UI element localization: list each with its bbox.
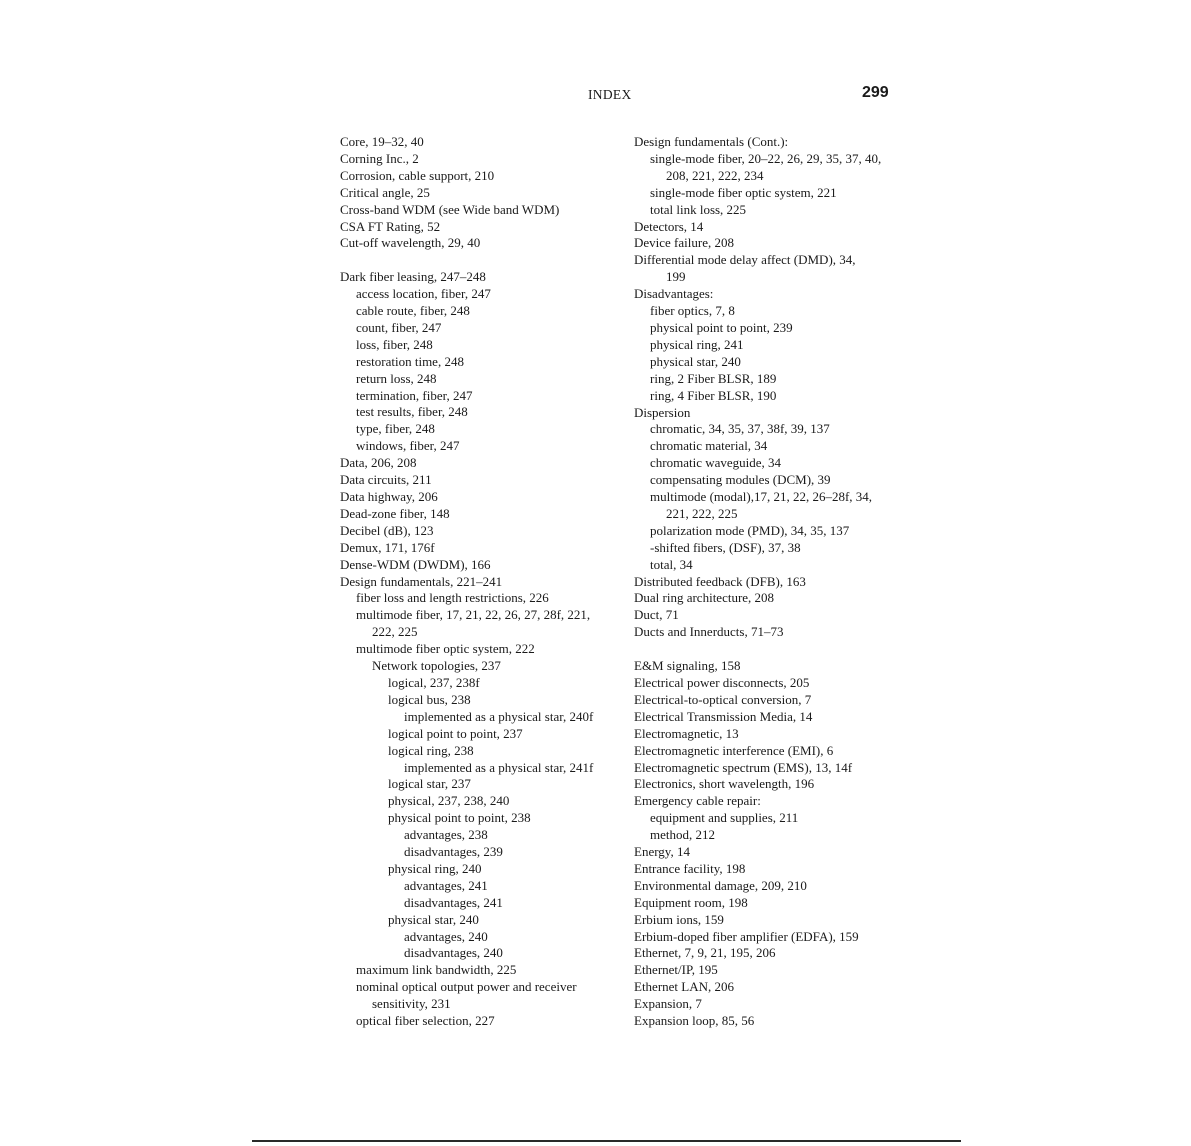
index-entry: Cut-off wavelength, 29, 40 xyxy=(340,235,481,251)
index-entry: Ethernet/IP, 195 xyxy=(634,962,718,978)
index-entry: physical point to point, 239 xyxy=(650,319,793,335)
index-entry: Electromagnetic interference (EMI), 6 xyxy=(634,742,834,758)
index-entry: Network topologies, 237 xyxy=(372,658,501,674)
index-entry: Disadvantages: xyxy=(634,286,714,302)
index-entry: Ducts and Innerducts, 71–73 xyxy=(634,624,784,640)
index-entry: physical star, 240 xyxy=(650,353,741,369)
index-entry: disadvantages, 239 xyxy=(404,844,503,860)
index-entry: chromatic waveguide, 34 xyxy=(650,455,782,471)
index-entry: Expansion, 7 xyxy=(634,996,702,1012)
index-entry: Duct, 71 xyxy=(634,607,679,623)
index-entry: chromatic, 34, 35, 37, 38f, 39, 137 xyxy=(650,421,830,437)
index-entry: Dual ring architecture, 208 xyxy=(634,590,775,606)
index-entry: disadvantages, 241 xyxy=(404,894,503,910)
index-entry: single-mode fiber, 20–22, 26, 29, 35, 37, 40, xyxy=(650,150,882,166)
index-section-gap xyxy=(634,641,924,658)
index-entry: physical point to point, 238 xyxy=(388,810,531,826)
index-entry: optical fiber selection, 227 xyxy=(356,1013,495,1029)
index-entry: logical, 237, 238f xyxy=(388,674,480,690)
bottom-rule xyxy=(252,1140,961,1142)
index-entry: chromatic material, 34 xyxy=(650,438,768,454)
index-entry: advantages, 241 xyxy=(404,877,488,893)
index-entry: 222, 225 xyxy=(372,624,418,640)
index-entry: implemented as a physical star, 241f xyxy=(404,759,594,775)
index-entry: Core, 19–32, 40 xyxy=(340,134,424,149)
index-entry: physical ring, 240 xyxy=(388,860,482,876)
index-entry: logical bus, 238 xyxy=(388,691,471,707)
index-entry: Dead-zone fiber, 148 xyxy=(340,505,450,521)
index-entry: Device failure, 208 xyxy=(634,235,734,251)
index-entry: physical, 237, 238, 240 xyxy=(388,793,510,809)
index-entry: cable route, fiber, 248 xyxy=(356,303,470,319)
index-entry: Data, 206, 208 xyxy=(340,455,417,471)
index-entry: restoration time, 248 xyxy=(356,353,464,369)
index-entry: physical ring, 241 xyxy=(650,336,744,352)
index-entry: Corrosion, cable support, 210 xyxy=(340,167,495,183)
index-entry: logical point to point, 237 xyxy=(388,725,523,741)
index-entry: E&M signaling, 158 xyxy=(634,658,741,674)
index-entry: nominal optical output power and receiver xyxy=(356,979,577,995)
index-entry: Electromagnetic, 13 xyxy=(634,725,739,741)
index-entry: Electromagnetic spectrum (EMS), 13, 14f xyxy=(634,759,853,775)
index-column-right xyxy=(634,134,924,1030)
index-entry: Dispersion xyxy=(634,404,691,420)
index-entry: polarization mode (PMD), 34, 35, 137 xyxy=(650,522,850,538)
index-entry: Decibel (dB), 123 xyxy=(340,522,434,538)
index-entry: Electrical power disconnects, 205 xyxy=(634,674,810,690)
page-header xyxy=(0,84,1191,106)
index-entry: Differential mode delay affect (DMD), 34, xyxy=(634,252,856,268)
index-column-left xyxy=(340,134,615,1030)
index-entry: maximum link bandwidth, 225 xyxy=(356,962,517,978)
index-entry: Dark fiber leasing, 247–248 xyxy=(340,269,486,285)
index-entry: Ethernet, 7, 9, 21, 195, 206 xyxy=(634,945,776,961)
index-entry: multimode fiber optic system, 222 xyxy=(356,641,535,657)
index-entry: test results, fiber, 248 xyxy=(356,404,468,420)
index-entry: termination, fiber, 247 xyxy=(356,387,473,403)
index-entry: Data circuits, 211 xyxy=(340,472,432,488)
index-entry: equipment and supplies, 211 xyxy=(650,810,799,826)
index-entry: Design fundamentals, 221–241 xyxy=(340,573,503,589)
index-entry: 199 xyxy=(666,269,686,285)
index-entry: -shifted fibers, (DSF), 37, 38 xyxy=(650,539,801,555)
index-entry: loss, fiber, 248 xyxy=(356,336,433,352)
index-entry: Entrance facility, 198 xyxy=(634,860,746,876)
index-entry: logical star, 237 xyxy=(388,776,471,792)
index-entry: compensating modules (DCM), 39 xyxy=(650,472,831,488)
index-entry: Erbium ions, 159 xyxy=(634,911,724,927)
index-entry: single-mode fiber optic system, 221 xyxy=(650,184,837,200)
index-entry: windows, fiber, 247 xyxy=(356,438,460,454)
index-entry: total, 34 xyxy=(650,556,693,572)
index-entry: CSA FT Rating, 52 xyxy=(340,218,441,234)
index-entry: Cross-band WDM (see Wide band WDM) xyxy=(340,201,560,217)
index-entry: ring, 4 Fiber BLSR, 190 xyxy=(650,387,777,403)
index-entry: method, 212 xyxy=(650,827,715,843)
index-entry: fiber loss and length restrictions, 226 xyxy=(356,590,549,606)
index-entry: Energy, 14 xyxy=(634,844,690,860)
index-entry: Dense-WDM (DWDM), 166 xyxy=(340,556,491,572)
index-entry: 208, 221, 222, 234 xyxy=(666,167,764,183)
index-entry: Data highway, 206 xyxy=(340,489,438,505)
index-entry: Electrical Transmission Media, 14 xyxy=(634,708,813,724)
index-entry: type, fiber, 248 xyxy=(356,421,435,437)
index-entry: Emergency cable repair: xyxy=(634,793,761,809)
index-entry: 221, 222, 225 xyxy=(666,505,738,521)
index-entry: Design fundamentals (Cont.): xyxy=(634,134,789,149)
index-entry: sensitivity, 231 xyxy=(372,996,451,1012)
index-entry: multimode fiber, 17, 21, 22, 26, 27, 28f, 221, xyxy=(356,607,591,623)
index-entry: return loss, 248 xyxy=(356,370,437,386)
index-section-gap xyxy=(340,252,615,269)
index-entry: Electronics, short wavelength, 196 xyxy=(634,776,815,792)
index-entry: Detectors, 14 xyxy=(634,218,704,234)
index-entry: Ethernet LAN, 206 xyxy=(634,979,735,995)
index-entry: Electrical-to-optical conversion, 7 xyxy=(634,691,812,707)
index-entry: disadvantages, 240 xyxy=(404,945,503,961)
index-entry: Distributed feedback (DFB), 163 xyxy=(634,573,806,589)
page-number: 299 xyxy=(862,84,889,101)
index-entry: access location, fiber, 247 xyxy=(356,286,491,302)
index-entry: multimode (modal),17, 21, 22, 26–28f, 34, xyxy=(650,489,873,505)
index-entry: physical star, 240 xyxy=(388,911,479,927)
index-entry: Expansion loop, 85, 56 xyxy=(634,1013,755,1029)
index-entry: fiber optics, 7, 8 xyxy=(650,303,735,319)
index-entry: advantages, 238 xyxy=(404,827,488,843)
index-entry: total link loss, 225 xyxy=(650,201,747,217)
index-entry: Corning Inc., 2 xyxy=(340,150,419,166)
index-entry: advantages, 240 xyxy=(404,928,488,944)
index-entry: count, fiber, 247 xyxy=(356,319,442,335)
index-entry: Environmental damage, 209, 210 xyxy=(634,877,807,893)
index-entry: logical ring, 238 xyxy=(388,742,474,758)
index-entry: Demux, 171, 176f xyxy=(340,539,435,555)
index-entry: Critical angle, 25 xyxy=(340,184,430,200)
index-entry: ring, 2 Fiber BLSR, 189 xyxy=(650,370,777,386)
index-entry: Erbium-doped fiber amplifier (EDFA), 159 xyxy=(634,928,859,944)
running-head: INDEX xyxy=(588,87,632,102)
index-entry: Equipment room, 198 xyxy=(634,894,748,910)
index-entry: implemented as a physical star, 240f xyxy=(404,708,594,724)
